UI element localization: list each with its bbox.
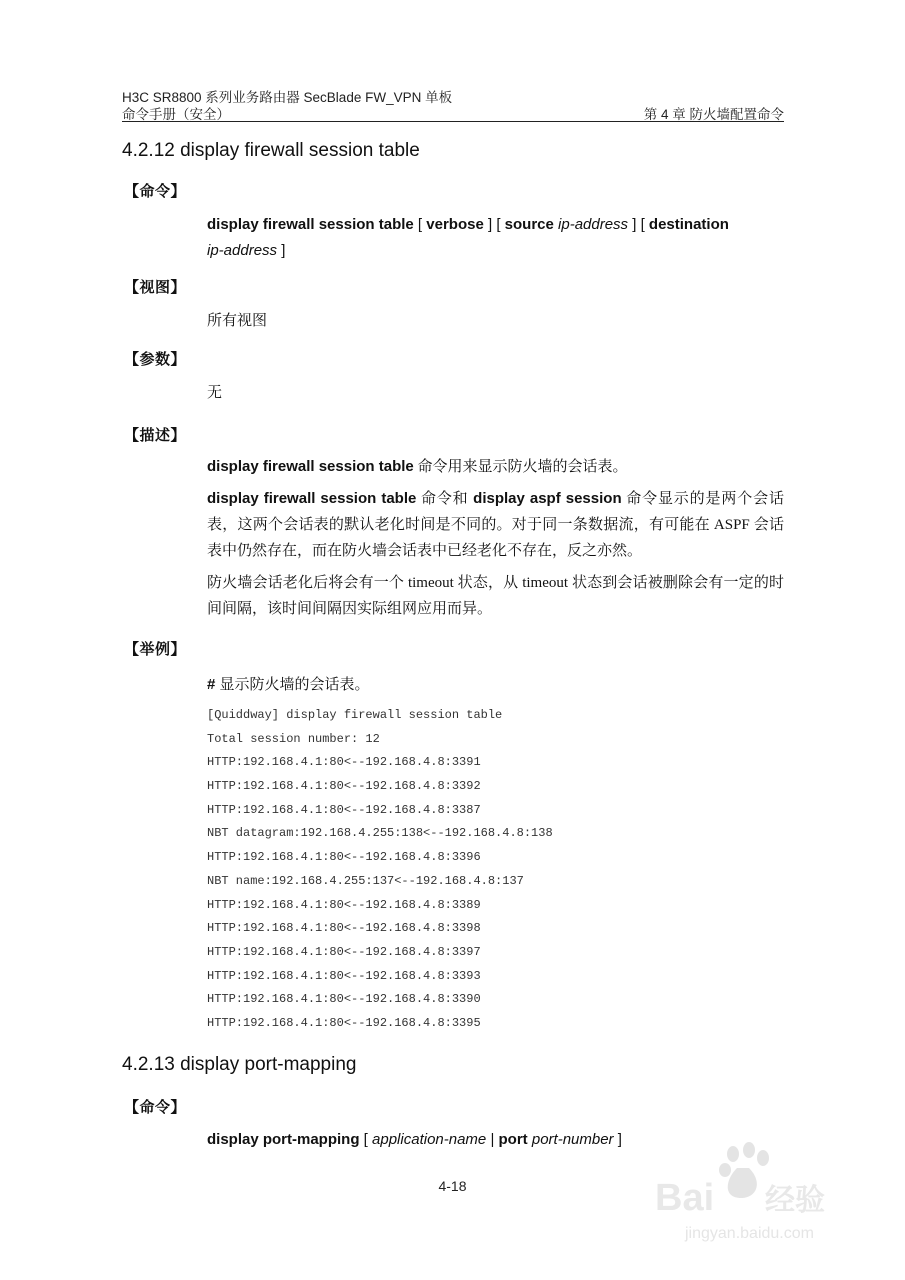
- syntax-verbose: verbose: [426, 216, 484, 233]
- example-title-text: 显示防火墙的会话表。: [219, 677, 370, 693]
- syntax-bracket: [: [413, 216, 427, 233]
- code-line: HTTP:192.168.4.1:80<--192.168.4.8:3397: [207, 944, 481, 959]
- desc-text: 命令和: [416, 491, 474, 507]
- syntax-bracket: ] [: [483, 216, 505, 233]
- syntax-ip-address: ip-address: [207, 242, 278, 259]
- svg-text:Bai: Bai: [655, 1177, 715, 1219]
- section-heading: 4.2.12 display firewall session table: [122, 140, 420, 161]
- section-heading: 4.2.13 display port-mapping: [122, 1054, 357, 1075]
- syntax-bracket: [: [359, 1131, 373, 1148]
- baidu-watermark-logo: [645, 1140, 855, 1250]
- syntax-bracket: ] [: [628, 216, 649, 233]
- code-line: NBT datagram:192.168.4.255:138<--192.168.4.8:138: [207, 826, 553, 841]
- syntax-tag: 【命令】: [124, 1099, 187, 1116]
- example-hash: #: [207, 676, 220, 693]
- header-chapter: 第 4 章 防火墙配置命令: [643, 107, 784, 122]
- description-tag: 【描述】: [124, 427, 187, 444]
- desc-command: display aspf session: [473, 490, 622, 507]
- code-line: HTTP:192.168.4.1:80<--192.168.4.8:3392: [207, 779, 481, 794]
- header-product: H3C SR8800 系列业务路由器 SecBlade FW_VPN 单板: [122, 90, 453, 105]
- example-title: [207, 672, 784, 698]
- code-line: HTTP:192.168.4.1:80<--192.168.4.8:3391: [207, 755, 481, 770]
- header-manual: 命令手册（安全）: [122, 107, 230, 122]
- syntax-bracket: |: [486, 1131, 499, 1148]
- desc-text: 命令用来显示防火墙的会话表。: [413, 459, 628, 475]
- syntax-bracket: ]: [277, 242, 286, 259]
- syntax-line: [207, 212, 784, 264]
- desc-text: 命令显示的是两个会话表，这两个会话表的默认老化时间是不同的。对于同一条数据流，有可能在 ASPF 会话表中仍然存在，而在防火墙会话表中已经老化不存在，反之亦然。: [207, 491, 784, 559]
- syntax-bracket: ]: [613, 1131, 622, 1148]
- code-line: HTTP:192.168.4.1:80<--192.168.4.8:3395: [207, 1015, 481, 1030]
- syntax-command: display port-mapping: [207, 1131, 360, 1148]
- code-line: [Quiddway] display firewall session table: [207, 708, 503, 722]
- code-line: HTTP:192.168.4.1:80<--192.168.4.8:3390: [207, 992, 481, 1007]
- description-para-3: 防火墙会话老化后将会有一个 timeout 状态，从 timeout 状态到会话被删除会有一定的时间间隔，该时间间隔因实际组网应用而异。: [207, 575, 784, 617]
- svg-text:经验: 经验: [765, 1183, 825, 1218]
- view-text: 所有视图: [207, 313, 268, 329]
- syntax-destination: destination: [648, 216, 729, 233]
- code-line: Total session number: 12: [207, 731, 380, 746]
- params-text: 无: [207, 385, 223, 401]
- svg-text:jingyan.baidu.com: jingyan.baidu.com: [685, 1225, 814, 1242]
- syntax-port-number: port-number: [527, 1131, 614, 1148]
- code-line: HTTP:192.168.4.1:80<--192.168.4.8:3398: [207, 921, 481, 936]
- desc-command: display firewall session table: [207, 458, 414, 475]
- description-para-1: [207, 454, 784, 480]
- syntax-port: port: [498, 1131, 528, 1148]
- syntax-source: source: [504, 216, 554, 233]
- code-line: HTTP:192.168.4.1:80<--192.168.4.8:3387: [207, 802, 481, 817]
- view-tag: 【视图】: [124, 279, 187, 296]
- code-block: [207, 704, 553, 1036]
- params-tag: 【参数】: [124, 351, 187, 368]
- page-number: 4-18: [438, 1178, 467, 1194]
- code-line: HTTP:192.168.4.1:80<--192.168.4.8:3396: [207, 850, 481, 865]
- code-line: NBT name:192.168.4.255:137<--192.168.4.8:137: [207, 873, 524, 888]
- description-para-2: [207, 486, 784, 564]
- code-line: HTTP:192.168.4.1:80<--192.168.4.8:3389: [207, 897, 481, 912]
- desc-command: display firewall session table: [207, 490, 417, 507]
- syntax-tag: 【命令】: [124, 183, 187, 200]
- syntax-application-name: application-name: [372, 1131, 487, 1148]
- syntax-command: display firewall session table: [207, 216, 414, 233]
- header-rule: [122, 121, 784, 122]
- example-tag: 【举例】: [124, 641, 187, 658]
- code-line: HTTP:192.168.4.1:80<--192.168.4.8:3393: [207, 968, 481, 983]
- syntax-ip-address: ip-address: [553, 216, 629, 233]
